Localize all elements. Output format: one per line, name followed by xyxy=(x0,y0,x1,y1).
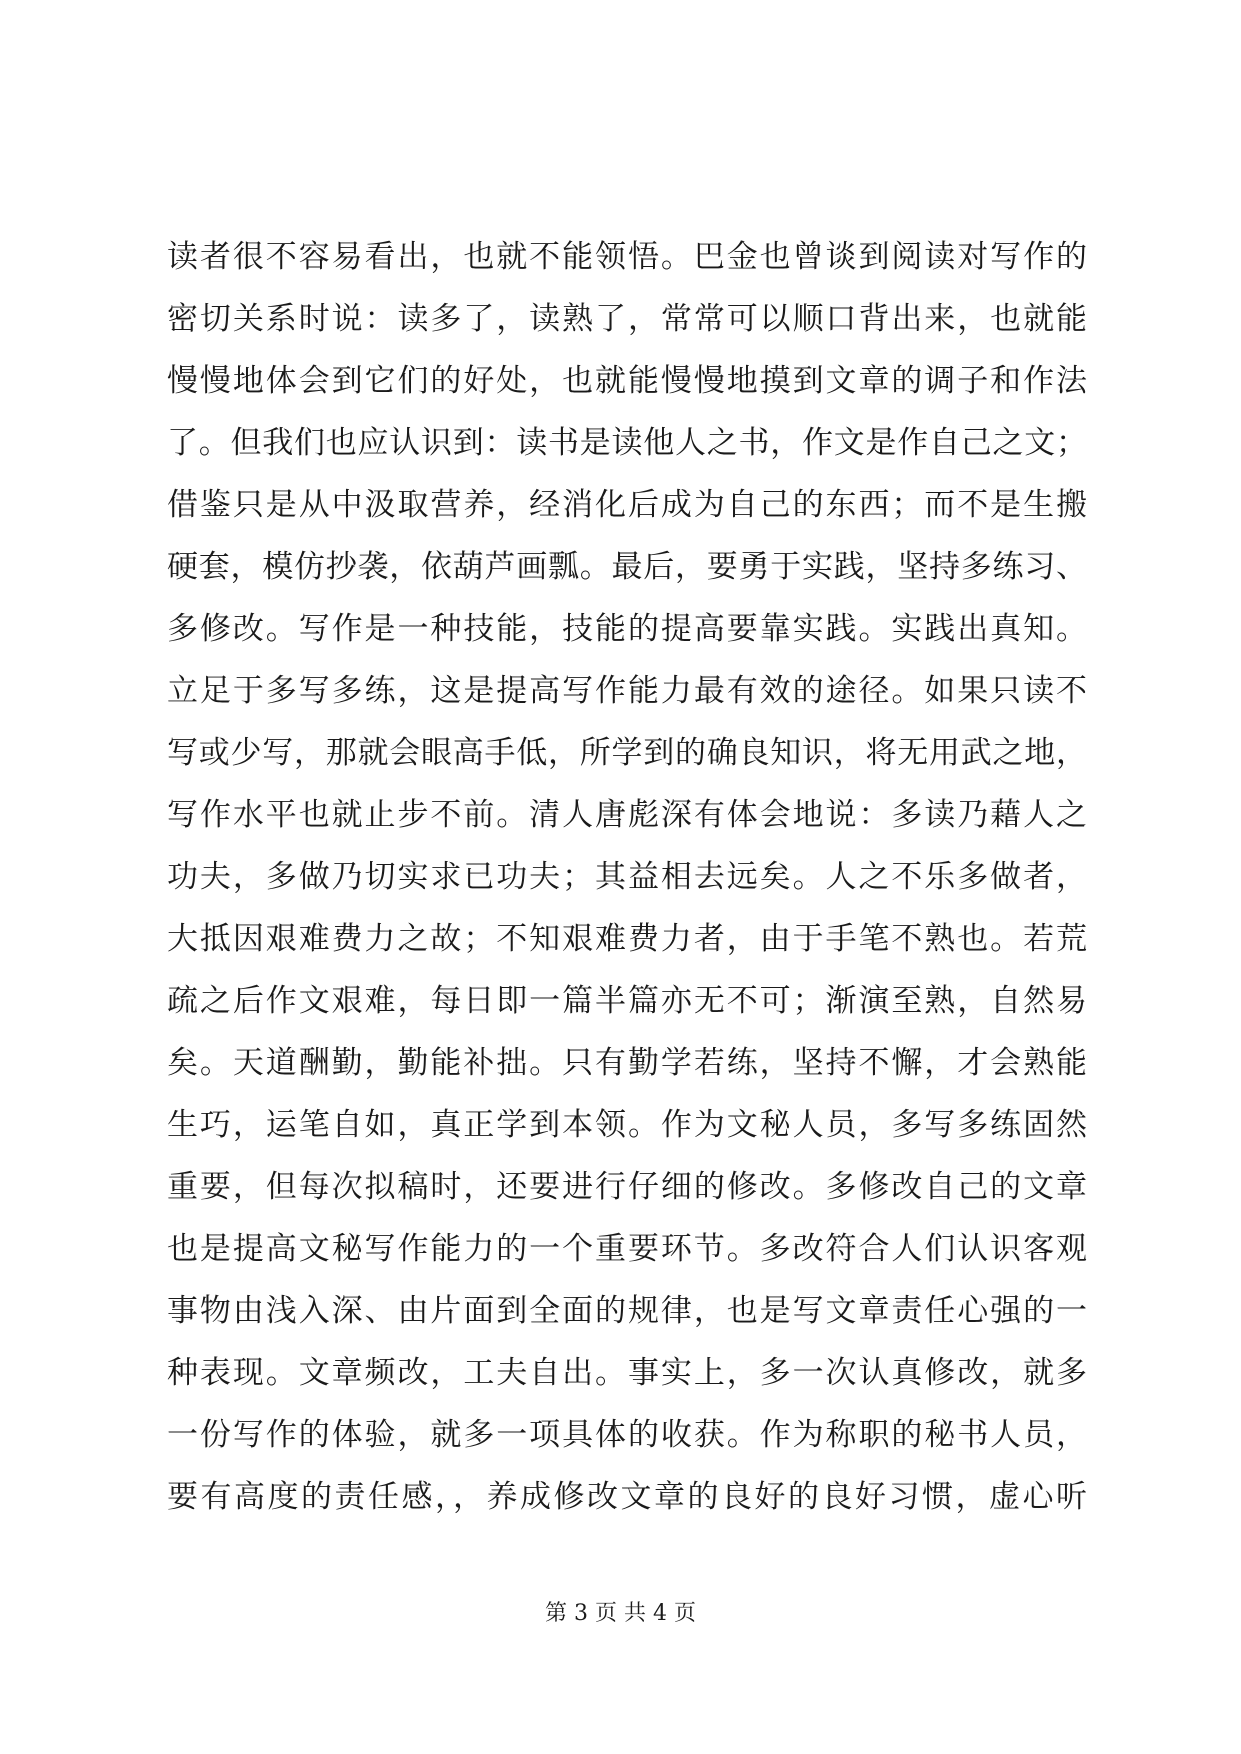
text-line: 写作水平也就止步不前。清人唐彪深有体会地说：多读乃藉人之 xyxy=(167,797,1087,833)
text-line: 一份写作的体验，就多一项具体的收获。作为称职的秘书人员， xyxy=(167,1417,1087,1453)
text-line: 事物由浅入深、由片面到全面的规律，也是写文章责任心强的一 xyxy=(167,1293,1087,1329)
text-line: 要有高度的责任感，，养成修改文章的良好的良好习惯，虚心听 xyxy=(167,1479,1087,1515)
text-line: 生巧，运笔自如，真正学到本领。作为文秘人员，多写多练固然 xyxy=(167,1107,1087,1143)
text-line: 功夫，多做乃切实求已功夫；其益相去远矣。人之不乐多做者， xyxy=(167,859,1087,895)
text-line: 大抵因艰难费力之故；不知艰难费力者，由于手笔不熟也。若荒 xyxy=(167,921,1087,957)
text-line: 硬套，模仿抄袭，依葫芦画瓢。最后，要勇于实践，坚持多练习、 xyxy=(167,549,1087,585)
text-line: 写或少写，那就会眼高手低，所学到的确良知识，将无用武之地， xyxy=(167,735,1087,771)
text-line: 矣。天道酬勤，勤能补拙。只有勤学若练，坚持不懈，才会熟能 xyxy=(167,1045,1087,1081)
text-line: 慢慢地体会到它们的好处，也就能慢慢地摸到文章的调子和作法 xyxy=(167,363,1087,399)
page-number-footer: 第 3 页 共 4 页 xyxy=(545,1601,696,1626)
text-line: 读者很不容易看出，也就不能领悟。巴金也曾谈到阅读对写作的 xyxy=(167,239,1087,275)
text-line: 立足于多写多练，这是提高写作能力最有效的途径。如果只读不 xyxy=(167,673,1087,709)
text-line: 疏之后作文艰难，每日即一篇半篇亦无不可；渐演至熟，自然易 xyxy=(167,983,1087,1019)
text-line: 多修改。写作是一种技能，技能的提高要靠实践。实践出真知。 xyxy=(167,611,1087,647)
text-line: 密切关系时说：读多了，读熟了，常常可以顺口背出来，也就能 xyxy=(167,301,1087,337)
text-line: 也是提高文秘写作能力的一个重要环节。多改符合人们认识客观 xyxy=(167,1231,1087,1267)
body-text xyxy=(167,226,1087,1528)
text-line: 种表现。文章频改，工夫自出。事实上，多一次认真修改，就多 xyxy=(167,1355,1087,1391)
text-line: 重要，但每次拟稿时，还要进行仔细的修改。多修改自己的文章 xyxy=(167,1169,1087,1205)
text-line: 借鉴只是从中汲取营养，经消化后成为自己的东西；而不是生搬 xyxy=(167,487,1087,523)
text-line: 了。但我们也应认识到：读书是读他人之书，作文是作自己之文； xyxy=(167,425,1087,461)
